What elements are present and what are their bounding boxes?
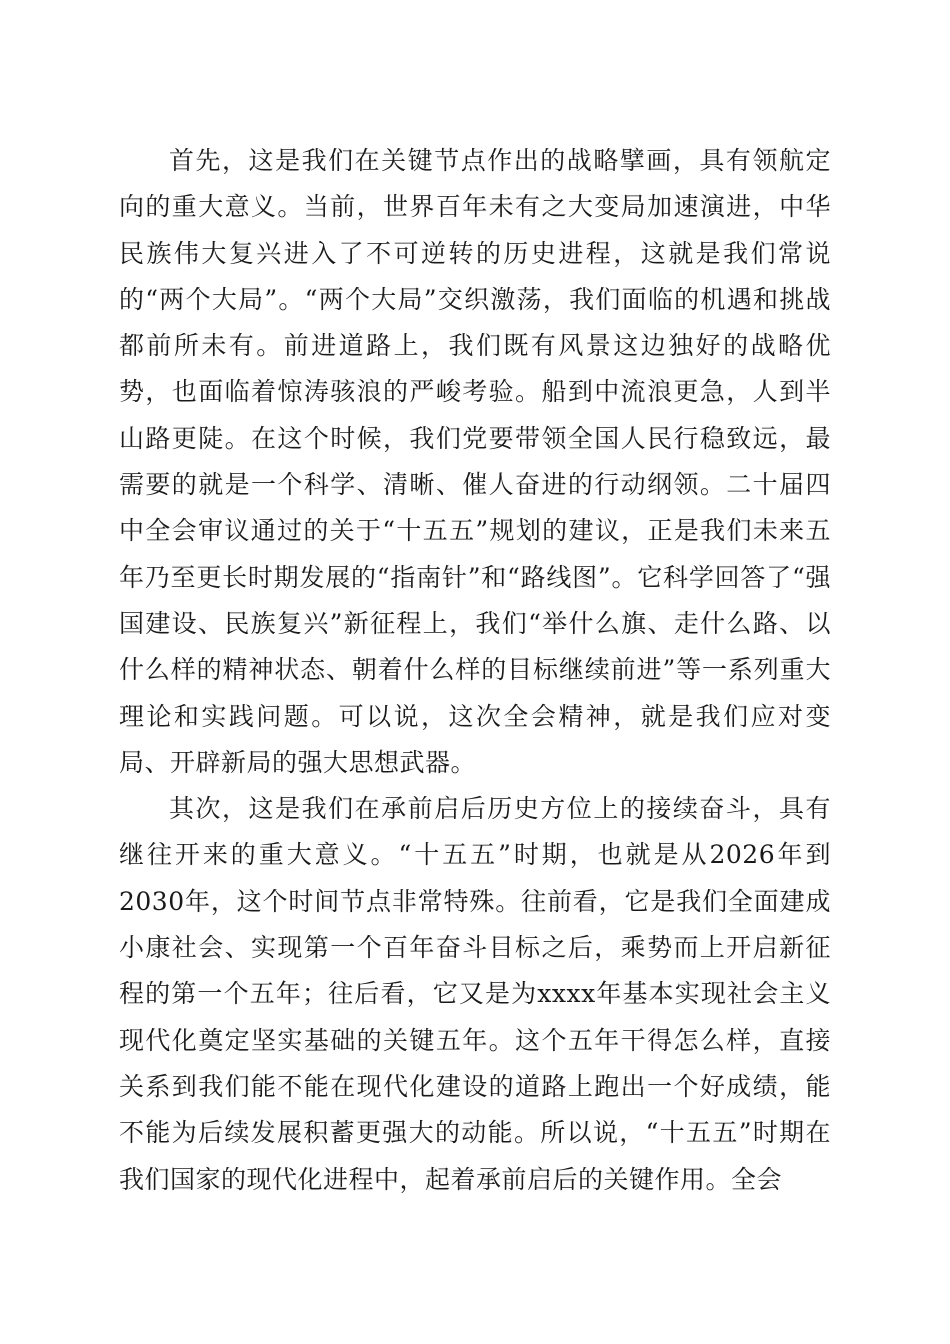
paragraph-second: 其次，这是我们在承前启后历史方位上的接续奋斗，具有继往开来的重大意义。“十五五”时期，也就是从2026年到2030年，这个时间节点非常特殊。往前看，它是我们全面建成小康社会、实现第一个百年奋斗目标之后，乘势而上开启新征程的第一个五年；往后看，它又是为xxxx年基本实现社会主义现代化奠定坚实基础的关键五年。这个五年干得怎么样，直接关系到我们能不能在现代化建设的道路上跑出一个好成绩，能不能为后续发展积蓄更强大的动能。所以说，“十五五”时期在我们国家的现代化进程中，起着承前启后的关键作用。全会: [119, 794, 831, 1194]
paragraph-first: 首先，这是我们在关键节点作出的战略擘画，具有领航定向的重大意义。当前，世界百年未有之大变局加速演进，中华民族伟大复兴进入了不可逆转的历史进程，这就是我们常说的“两个大局”。“两个大局”交织激荡，我们面临的机遇和挑战都前所未有。前进道路上，我们既有风景这边独好的战略优势，也面临着惊涛骇浪的严峻考验。船到中流浪更急，人到半山路更陡。在这个时候，我们党要带领全国人民行稳致远，最需要的就是一个科学、清晰、催人奋进的行动纲领。二十届四中全会审议通过的关于“十五五”规划的建议，正是我们未来五年乃至更长时期发展的“指南针”和“路线图”。它科学回答了“强国建设、民族复兴”新征程上，我们“举什么旗、走什么路、以什么样的精神状态、朝着什么样的目标继续前进”等一系列重大理论和实践问题。可以说，这次全会精神，就是我们应对变局、开辟新局的强大思想武器。: [119, 146, 831, 777]
document-body: [119, 138, 831, 1203]
